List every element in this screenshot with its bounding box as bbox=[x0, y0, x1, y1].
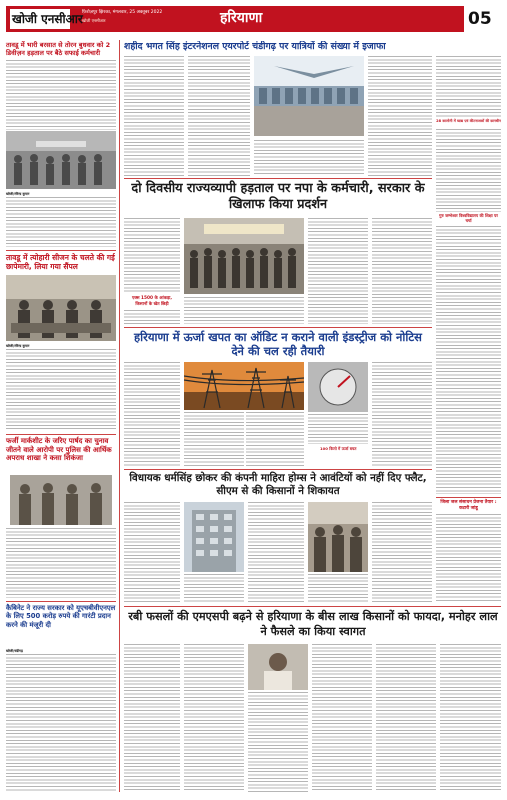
left-story4-headline: कैबिनेट ने राज्य सरकार को यूएचबीवीएनएल के लिए 500 करोड़ रुपये की गारंटी प्रदान करने की मंजूरी दी bbox=[6, 604, 116, 629]
left-story2-headline: तावडू में त्योहारी सीजन के चलते की गई छापेमारी, लिया गया सैंपल bbox=[6, 253, 115, 271]
energy-col1 bbox=[124, 362, 180, 466]
right-col-body3 bbox=[436, 388, 501, 494]
section-rule bbox=[124, 327, 432, 328]
left-story2-body bbox=[6, 349, 116, 431]
masthead bbox=[0, 0, 507, 38]
left-story1-byline: खोजी/रविन्द्र कुमार bbox=[6, 192, 30, 196]
airport-photo bbox=[254, 56, 364, 136]
rabi-col1 bbox=[124, 644, 180, 792]
right-col-body2 bbox=[436, 226, 501, 386]
mla-col1 bbox=[124, 502, 180, 602]
masthead-website: खोजी एनसीआर bbox=[82, 18, 106, 23]
bullet1b-headline: किसानों के खेत छिड़ी bbox=[135, 302, 169, 307]
energy-col3 bbox=[308, 414, 368, 444]
left-story1-photo bbox=[6, 131, 116, 189]
left-story3-headline: फर्जी मार्कशीट के जरिए पार्षद का चुनाव जीतने वाले आरोपी पर पुलिस की आर्थिक अपराध शाखा ने कसा शिकंजा bbox=[6, 437, 112, 463]
energy-col4 bbox=[372, 362, 432, 466]
rabi-col5 bbox=[376, 644, 436, 792]
banner-col4 bbox=[368, 56, 432, 176]
section-rule bbox=[436, 497, 501, 498]
mla-col5 bbox=[372, 502, 432, 602]
energy-col2b bbox=[246, 412, 304, 466]
left-story2-byline: खोजी/रविन्द्र कुमार bbox=[6, 344, 30, 348]
banner-col1 bbox=[124, 56, 184, 176]
section-rule bbox=[6, 434, 116, 435]
energy-meter-photo bbox=[308, 362, 368, 412]
mla-col2b bbox=[184, 574, 244, 602]
protest-body-under-photo bbox=[184, 297, 304, 324]
banner-col2 bbox=[188, 56, 250, 176]
protest-col3 bbox=[308, 218, 368, 324]
farmers-photo bbox=[308, 502, 368, 572]
right-col-body4 bbox=[436, 514, 501, 602]
section-rule bbox=[6, 601, 116, 602]
energy-caption: 100 किलो में ऊर्जा बचत bbox=[320, 446, 357, 451]
cm-portrait bbox=[248, 644, 308, 690]
section-rule bbox=[124, 178, 432, 179]
power-tower-photo bbox=[184, 362, 304, 410]
section-rule bbox=[6, 250, 116, 251]
energy-photo bbox=[184, 362, 304, 410]
mla-headline: विधायक धर्मसिंह छोकर की कंपनी माहिरा होम्स ने आवंटियों को नहीं दिए फ्लैट, सीएम से की किसानों ने शिकायत bbox=[129, 472, 427, 497]
building-photo bbox=[184, 502, 244, 572]
right-col-body1 bbox=[436, 129, 501, 212]
protest-photo bbox=[184, 218, 304, 294]
energy-photo2 bbox=[308, 362, 368, 412]
section-rule bbox=[124, 606, 501, 607]
section-title: हरियाणा bbox=[220, 10, 263, 26]
masthead-title: खोजी एनसीआर bbox=[12, 12, 83, 26]
left-story2-photo bbox=[6, 275, 116, 341]
left-story4-byline: खोजी/चंडीगढ़ bbox=[6, 649, 23, 653]
page-number: 05 bbox=[468, 9, 492, 29]
column-rule bbox=[119, 40, 120, 792]
energy-headline: हरियाणा में ऊर्जा खपत का ऑडिट न कराने वाली इंडस्ट्रीज को नोटिस देने की चल रही तैयारी bbox=[134, 330, 422, 358]
rabi-col6 bbox=[440, 644, 501, 792]
protest-col1 bbox=[124, 218, 180, 292]
right-sub1: 28 कालोनी में खाद्य एवं कीटनाशकों की छानबीन bbox=[436, 119, 501, 123]
airport-terminal-photo bbox=[254, 56, 364, 136]
rabi-col2 bbox=[184, 644, 244, 792]
left-story3-body bbox=[6, 528, 116, 598]
police-photo bbox=[10, 475, 112, 525]
rabi-headline: रबी फसलों की एमएसपी बढ़ने से हरियाणा के बीस लाख किसानों को फायदा, मनोहर लाल ने फैसले का किया स्वागत bbox=[128, 610, 498, 638]
protest-headline: दो दिवसीय राज्यव्यापी हड़ताल पर नपा के कर्मचारी, सरकार के खिलाफ किया प्रदर्शन bbox=[131, 181, 425, 212]
mla-col3 bbox=[248, 502, 304, 602]
mla-photo1 bbox=[184, 502, 244, 572]
protest-col4 bbox=[372, 218, 432, 324]
left-story4-body bbox=[6, 654, 116, 792]
raid-photo bbox=[6, 275, 116, 341]
banner-col3 bbox=[254, 140, 364, 176]
left-story3-photo bbox=[10, 475, 112, 525]
banner-headline: शहीद भगत सिंह इंटरनेशनल एयरपोर्ट चंडीगढ़ पर यात्रियों की संख्या में इजाफा bbox=[124, 41, 386, 52]
bullet1-headline: एक्स 1500 के आंकड़ा, bbox=[131, 296, 173, 301]
municipal-protest-photo bbox=[184, 218, 304, 294]
energy-photo-caption bbox=[184, 412, 244, 466]
rabi-photo bbox=[248, 644, 308, 690]
masthead-dateline: फ़िरोज़पुर झिरका, मंगलवार, 25 अक्तूबर 2022 bbox=[82, 10, 163, 15]
left-story1-body2 bbox=[6, 197, 116, 247]
right-sub3: जिला जल संसाधन प्रेजना तैयार : कटारी जांडू bbox=[440, 500, 497, 511]
rabi-col3b bbox=[248, 692, 308, 792]
left-story1-headline: तावडू में भारी बरसात से तोरन बुधवार को 2 डिवीज़न हड़ताल पर बैठे सफाई कर्मचारी bbox=[6, 41, 111, 57]
mla-col4b bbox=[308, 574, 368, 602]
mla-photo2 bbox=[308, 502, 368, 572]
banner-col5 bbox=[436, 56, 501, 118]
bullet1-body bbox=[124, 310, 180, 325]
protest-group-photo bbox=[6, 131, 116, 189]
left-story1-body bbox=[6, 60, 116, 130]
section-rule bbox=[124, 469, 432, 470]
right-sub2: गुरु जम्भेश्वर विश्वविद्यालय की शिक्षा पर चर्चा bbox=[439, 213, 498, 223]
rabi-col4 bbox=[312, 644, 372, 792]
